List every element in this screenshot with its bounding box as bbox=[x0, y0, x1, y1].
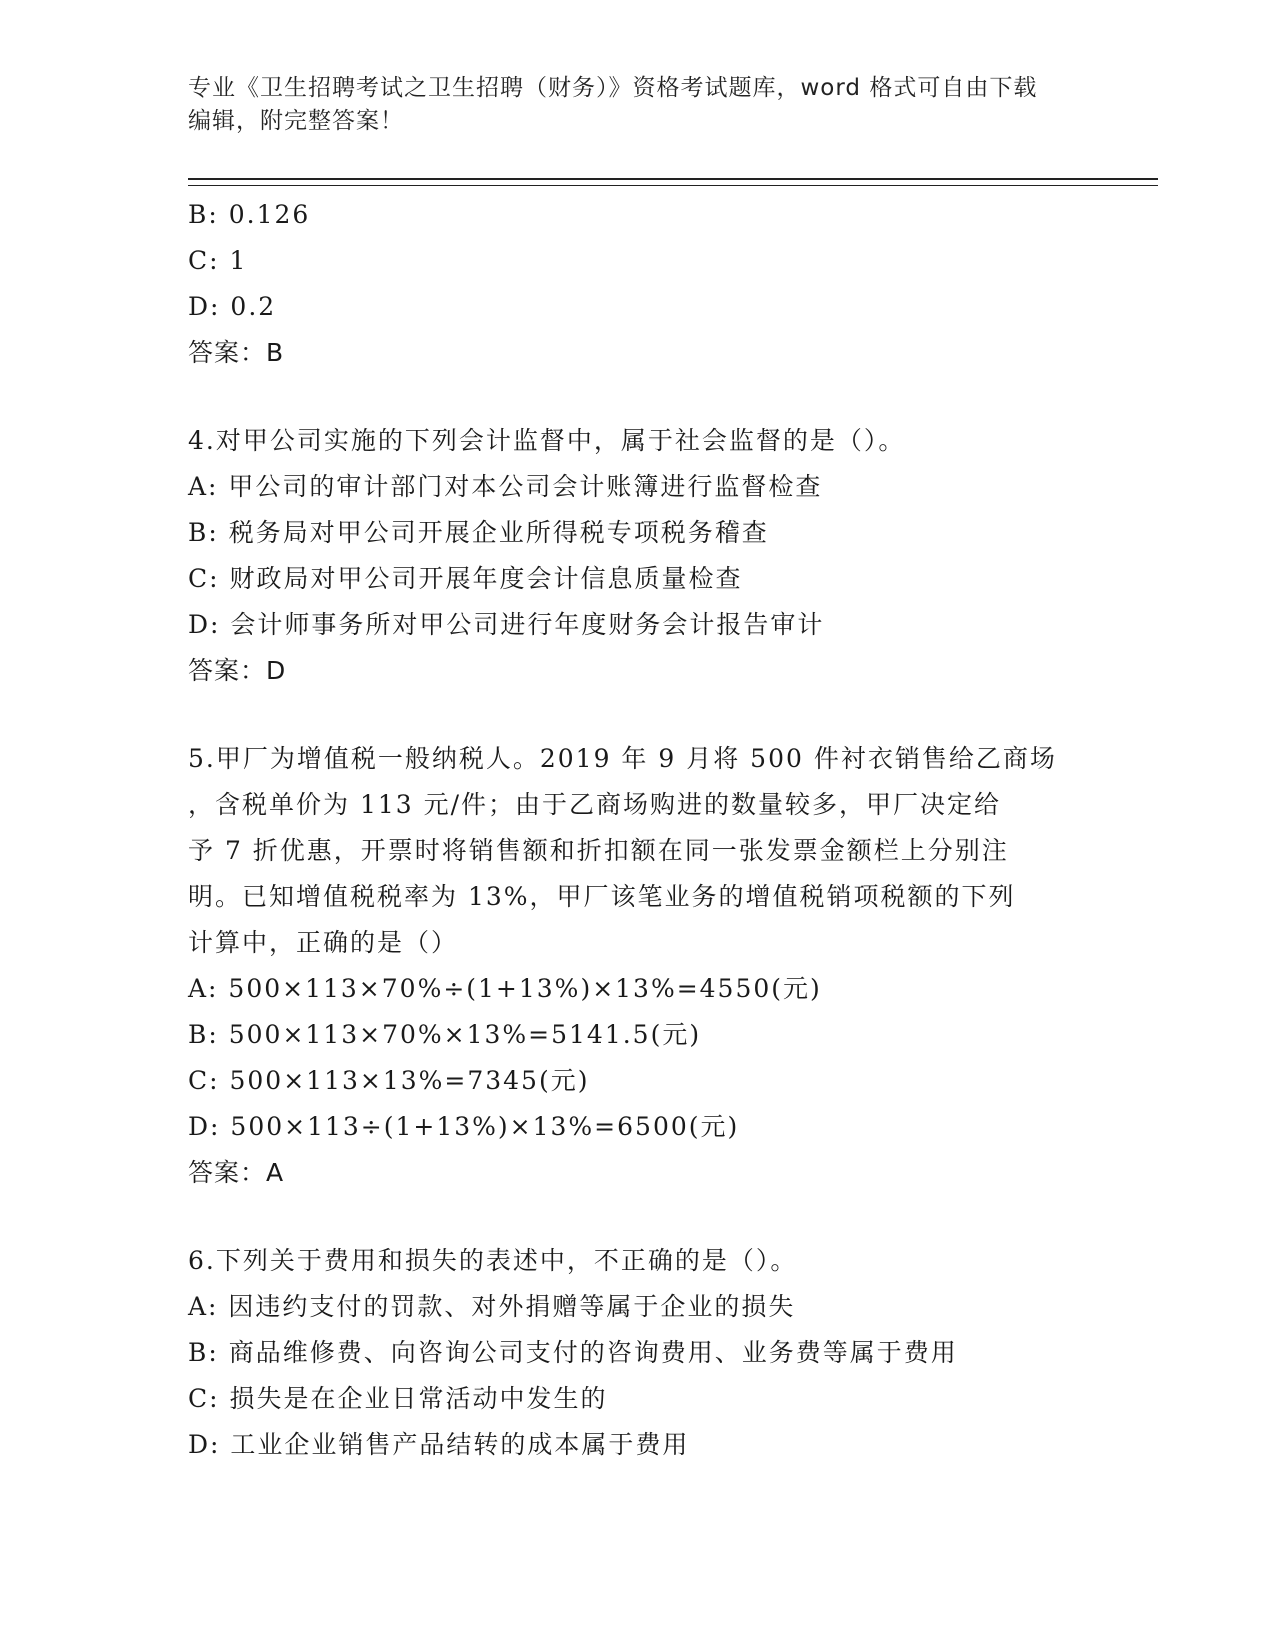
q5-stem-line-1: 5.甲厂为增值税一般纳税人。2019 年 9 月将 500 件衬衣销售给乙商场 bbox=[188, 744, 1057, 773]
q3-option-b: B: 0.126 bbox=[188, 200, 311, 229]
question-content bbox=[188, 192, 1088, 1468]
spacer bbox=[188, 694, 1088, 736]
q5-option-c: C: 500×113×13%=7345(元) bbox=[188, 1066, 590, 1095]
spacer bbox=[188, 1196, 1088, 1238]
header-divider bbox=[188, 178, 1158, 186]
q3-answer: 答案：B bbox=[188, 338, 285, 367]
q5-option-d: D: 500×113÷(1+13%)×13%=6500(元) bbox=[188, 1112, 740, 1141]
header-line-2: 编辑，附完整答案！ bbox=[188, 108, 404, 134]
spacer bbox=[188, 376, 1088, 418]
q6-option-c: C: 损失是在企业日常活动中发生的 bbox=[188, 1384, 608, 1413]
header-line-1: 专业《卫生招聘考试之卫生招聘（财务）》资格考试题库，word 格式可自由下载 bbox=[188, 75, 1038, 101]
q5-option-b: B: 500×113×70%×13%=5141.5(元) bbox=[188, 1020, 702, 1049]
q3-option-d: D: 0.2 bbox=[188, 292, 277, 321]
q4-option-b: B: 税务局对甲公司开展企业所得税专项税务稽查 bbox=[188, 518, 769, 547]
q4-option-a: A: 甲公司的审计部门对本公司会计账簿进行监督检查 bbox=[188, 472, 823, 501]
q3-option-c: C: 1 bbox=[188, 246, 248, 275]
q6-option-d: D: 工业企业销售产品结转的成本属于费用 bbox=[188, 1430, 690, 1459]
q4-option-d: D: 会计师事务所对甲公司进行年度财务会计报告审计 bbox=[188, 610, 825, 639]
q4-answer: 答案：D bbox=[188, 656, 287, 685]
q5-stem-line-5: 计算中，正确的是（） bbox=[188, 928, 459, 957]
q5-stem-line-4: 明。已知增值税税率为 13%，甲厂该笔业务的增值税销项税额的下列 bbox=[188, 882, 1016, 911]
q4-option-c: C: 财政局对甲公司开展年度会计信息质量检查 bbox=[188, 564, 743, 593]
q6-stem: 6.下列关于费用和损失的表述中，不正确的是（）。 bbox=[188, 1246, 798, 1275]
q6-option-a: A: 因违约支付的罚款、对外捐赠等属于企业的损失 bbox=[188, 1292, 796, 1321]
q5-option-a: A: 500×113×70%÷(1+13%)×13%=4550(元) bbox=[188, 974, 822, 1003]
q5-answer: 答案：A bbox=[188, 1158, 285, 1187]
q5-stem-line-3: 予 7 折优惠，开票时将销售额和折扣额在同一张发票金额栏上分别注 bbox=[188, 836, 1009, 865]
q5-stem-line-2: ，含税单价为 113 元/件；由于乙商场购进的数量较多，甲厂决定给 bbox=[188, 790, 1002, 819]
document-header bbox=[188, 72, 1088, 138]
q4-stem: 4.对甲公司实施的下列会计监督中，属于社会监督的是（）。 bbox=[188, 426, 906, 455]
q6-option-b: B: 商品维修费、向咨询公司支付的咨询费用、业务费等属于费用 bbox=[188, 1338, 958, 1367]
